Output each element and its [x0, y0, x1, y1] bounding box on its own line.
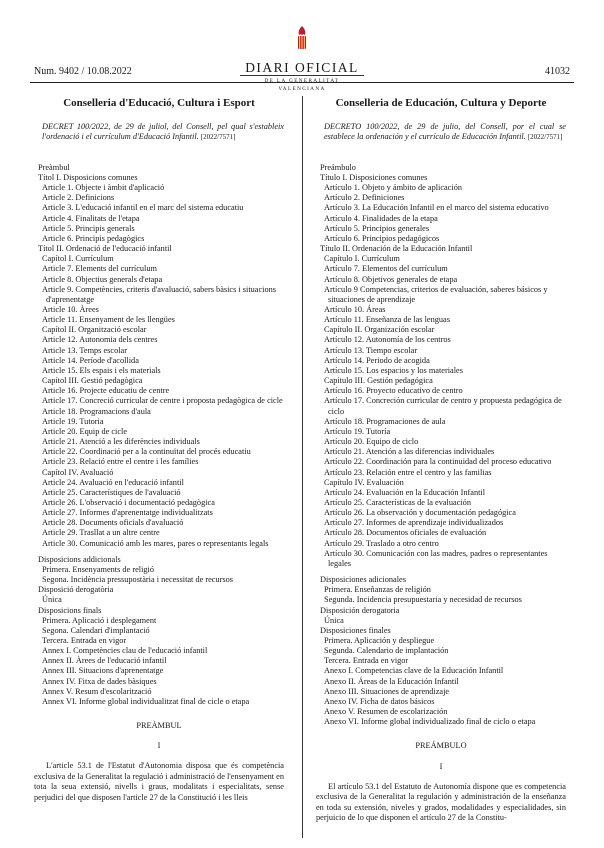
toc-entry: Article 3. L'educació infantil en el marc del sistema educatiu — [42, 203, 244, 213]
toc-entry: Anexo III. Situaciones de aprendizaje — [324, 686, 450, 696]
toc-entry: Artículo 8. Objetivos generales de etapa — [324, 274, 458, 284]
toc-entry: Artículo 16. Proyecto educativo de centro — [324, 386, 463, 396]
page-number: 41032 — [545, 66, 570, 77]
toc-entry: Article 18. Programacions d'aula — [42, 406, 151, 416]
toc-entry: Artículo 2. Definiciones — [324, 193, 405, 203]
decree-title — [34, 122, 284, 143]
toc-entry: Artículo 25. Características de la evaluación — [324, 497, 471, 507]
section-number: I — [157, 741, 161, 751]
toc-entry: Título II. Ordenación de la Educación Infantil — [320, 244, 473, 254]
toc-entry: Disposiciones finales — [320, 625, 391, 635]
toc-entry: Article 11. Ensenyament de les llengües — [42, 315, 175, 325]
toc-entry: Artículo 19. Tutoría — [324, 426, 391, 436]
toc-entry: Primera. Enseñanzas de religión — [324, 585, 431, 595]
toc-entry: Disposició derogatòria — [38, 585, 114, 595]
section-title: PREÀMBUL — [136, 721, 182, 731]
toc-entry: Article 7. Elements del currículum — [42, 264, 157, 274]
toc-entry: Article 2. Definicions — [42, 193, 115, 203]
toc-entry: Artículo 29. Traslado a otro centro — [324, 538, 439, 548]
toc-entry: Artículo 18. Programaciones de aula — [324, 416, 446, 426]
toc-entry: Segona. Calendari d'implantació — [42, 625, 150, 635]
logo-title: DIARI OFICIAL — [245, 60, 359, 75]
section-title: PREÁMBULO — [415, 741, 467, 751]
toc-entry: Article 14. Període d'acollida — [42, 355, 139, 365]
department-title: Conselleria d'Educació, Cultura i Esport — [63, 97, 255, 109]
toc-entry: Disposición derogatoria — [320, 605, 400, 615]
table-of-contents-dispositions — [316, 575, 566, 727]
toc-entry: Annex II. Àrees de l'educació infantil — [42, 656, 167, 666]
toc-entry: Segona. Incidència pressupostària i necessitat de recursos — [42, 575, 233, 585]
toc-entry: Capítulo IV. Evaluación — [324, 477, 404, 487]
toc-entry: Article 1. Objecte i àmbit d'aplicació — [42, 183, 165, 193]
toc-entry: Capítol IV. Avaluació — [42, 467, 114, 477]
toc-entry: Título I. Disposiciones comunes — [320, 172, 428, 182]
toc-entry: Article 29. Trasllat a un altre centre — [42, 528, 160, 538]
toc-entry: Capítol I. Currículum — [42, 254, 114, 264]
toc-entry: Article 26. L'observació i documentació pedagògica — [42, 497, 215, 507]
toc-entry: Article 5. Principis generals — [42, 223, 135, 233]
toc-entry: Única — [324, 615, 344, 625]
toc-entry: Artículo 30. Comunicación con las madres, padres o representantes legales — [324, 548, 548, 568]
toc-entry: Article 21. Atenció a les diferències individuals — [42, 437, 200, 447]
toc-entry: Preámbulo — [320, 162, 356, 172]
decree-reference: [2022/7571] — [200, 133, 236, 142]
section-number: I — [439, 761, 443, 771]
table-of-contents — [316, 163, 566, 569]
toc-entry: Primera. Ensenyaments de religió — [42, 564, 154, 574]
toc-entry: Artículo 20. Equipo de ciclo — [324, 437, 419, 447]
toc-entry: Article 25. Característiques de l'avaluació — [42, 487, 181, 497]
toc-entry: Capítulo II. Organización escolar — [324, 325, 435, 335]
toc-entry: Article 12. Autonomia dels centres — [42, 335, 158, 345]
toc-entry: Article 10. Àrees — [42, 305, 99, 314]
toc-entry: Artículo 22. Coordinación para la continuidad del proceso educativo — [324, 457, 552, 467]
toc-entry: Preàmbul — [38, 162, 70, 172]
table-of-contents-dispositions — [34, 555, 284, 707]
logo-subtitle: DE LA GENERALITAT VALENCIANA — [240, 75, 364, 93]
toc-entry: Artículo 13. Tiempo escolar — [324, 345, 418, 355]
toc-entry: Artículo 12. Autonomía de los centros — [324, 335, 451, 345]
body-paragraph: El artículo 53.1 del Estatuto de Autonomía dispone que es competencia exclusiva de la Generalitat la regulación y administración de la enseñanza en toda su extensión, niveles y grados, modalidades y especialidades, sin perjuicio de lo que disponen el artículo 27 de la Constitu- — [316, 781, 566, 822]
toc-entry: Article 27. Informes d'aprenentatge individualitzats — [42, 508, 213, 518]
toc-entry: Artículo 15. Los espacios y los materiales — [324, 365, 463, 375]
toc-entry: Artículo 4. Finalidades de la etapa — [324, 213, 438, 223]
toc-entry: Anexo II. Áreas de la Educación Infantil — [324, 676, 459, 686]
column-divider — [302, 96, 303, 838]
toc-entry: Única — [42, 595, 62, 605]
toc-entry: Capítol III. Gestió pedagògica — [42, 376, 143, 386]
body-paragraph: L'article 53.1 de l'Estatut d'Autonomia disposa que és competència exclusiva de la Generalitat la regulació i administració de l'ensenyament en tota la seua extensió, nivells i graus, modalitats i especialitats, sense perjudici del que disposen l'article 27 de la Constitució i les lleis — [34, 761, 284, 802]
toc-entry: Artículo 23. Relación entre el centro y las familias — [324, 467, 492, 477]
toc-entry: Anexo IV. Ficha de datos básicos — [324, 696, 435, 706]
toc-entry: Disposicions finals — [38, 605, 102, 615]
toc-entry: Article 8. Objectius generals d'etapa — [42, 274, 163, 284]
toc-entry: Capítulo I. Currículum — [324, 254, 400, 264]
toc-entry: Segunda. Calendario de implantación — [324, 646, 449, 656]
toc-entry: Artículo 6. Principios pedagógicos — [324, 233, 440, 243]
toc-entry: Article 20. Equip de cicle — [42, 426, 128, 436]
toc-entry: Artículo 9 Competencias, criterios de evaluación, saberes básicos y situaciones de aprendizaje — [324, 284, 548, 304]
toc-entry: Artículo 10. Áreas — [324, 305, 386, 314]
decree-text: DECRETO 100/2022, de 29 de julio, del Consell, por el cual se establece la ordenación y el currículo de Educación Infantil. — [324, 122, 566, 142]
toc-entry: Annex IV. Fitxa de dades bàsiques — [42, 676, 157, 686]
toc-entry: Capítulo III. Gestión pedagógica — [324, 376, 433, 386]
toc-entry: Artículo 14. Periodo de acogida — [324, 355, 430, 365]
toc-entry: Annex V. Resum d'escolarització — [42, 686, 152, 696]
toc-entry: Artículo 26. La observación y documentación pedagógica — [324, 508, 516, 518]
toc-entry: Artículo 24. Evaluación en la Educación Infantil — [324, 487, 486, 497]
toc-entry: Artículo 11. Enseñanza de las lenguas — [324, 315, 450, 325]
coat-of-arms-icon — [295, 26, 309, 50]
toc-entry: Capítol II. Organització escolar — [42, 325, 147, 335]
toc-entry: Article 22. Coordinació per a la continuïtat del procés educatiu — [42, 447, 251, 457]
toc-entry: Article 15. Els espais i els materials — [42, 365, 161, 375]
toc-entry: Anexo I. Competencias clave de la Educación Infantil — [324, 666, 504, 676]
toc-entry: Artículo 27. Informes de aprendizaje individualizados — [324, 518, 504, 528]
toc-entry: Article 30. Comunicació amb les mares, pares o representants legals — [42, 538, 269, 548]
decree-title — [316, 122, 566, 143]
toc-entry: Article 9. Competències, criteris d'avaluació, sabers bàsics i situacions d'aprenentatge — [42, 284, 276, 304]
toc-entry: Disposicions addicionals — [38, 554, 121, 564]
toc-entry: Article 17. Concreció curricular de centre i proposta pedagògica de cicle — [42, 396, 283, 406]
page-header — [0, 0, 604, 90]
catalan-column — [34, 96, 284, 803]
toc-entry: Artículo 17. Concreción curricular de centro y propuesta pedagógica de ciclo — [324, 396, 562, 416]
toc-entry: Artículo 7. Elementos del currículum — [324, 264, 448, 274]
decree-text: DECRET 100/2022, de 29 de juliol, del Consell, pel qual s'estableix l'ordenació i el currículum d'Educació Infantil. — [42, 122, 284, 142]
toc-entry: Article 13. Temps escolar — [42, 345, 127, 355]
toc-entry: Article 24. Avaluació en l'educació infantil — [42, 477, 184, 487]
decree-reference: [2022/7571] — [527, 133, 563, 142]
toc-entry: Annex I. Competències clau de l'educació infantil — [42, 646, 208, 656]
toc-entry: Article 6. Principis pedagògics — [42, 233, 145, 243]
toc-entry: Primera. Aplicación y despliegue — [324, 636, 435, 645]
toc-entry: Anexo VI. Informe global individualizado final de ciclo o etapa — [324, 717, 536, 727]
department-title: Conselleria de Educación, Cultura y Deporte — [335, 97, 547, 109]
table-of-contents — [34, 163, 284, 549]
toc-entry: Artículo 3. La Educación Infantil en el marco del sistema educativo — [324, 203, 549, 213]
toc-entry: Article 23. Relació entre el centre i les famílies — [42, 457, 199, 467]
toc-entry: Anexo V. Resumen de escolarización — [324, 707, 448, 717]
toc-entry: Tercera. Entrada en vigor — [42, 636, 127, 645]
toc-entry: Article 28. Documents oficials d'avaluació — [42, 518, 184, 528]
toc-entry: Article 19. Tutoria — [42, 416, 104, 426]
toc-entry: Disposiciones adicionales — [320, 575, 406, 585]
toc-entry: Tercera. Entrada en vigor — [324, 656, 409, 666]
toc-entry: Títol I. Disposicions comunes — [38, 172, 138, 182]
toc-entry: Artículo 21. Atención a las diferencias individuales — [324, 447, 495, 457]
toc-entry: Primera. Aplicació i desplegament — [42, 615, 157, 625]
toc-entry: Annex VI. Informe global individualitzat final de cicle o etapa — [42, 696, 250, 706]
toc-entry: Article 16. Projecte educatiu de centre — [42, 386, 170, 396]
toc-entry: Article 4. Finalitats de l'etapa — [42, 213, 140, 223]
toc-entry: Segunda. Incidencia presupuestaria y necesidad de recursos — [324, 595, 522, 605]
header-rule — [30, 82, 574, 83]
spanish-column — [316, 96, 566, 823]
issue-number: Num. 9402 / 10.08.2022 — [34, 66, 132, 77]
toc-entry: Títol II. Ordenació de l'educació infantil — [38, 244, 172, 254]
toc-entry: Artículo 28. Documentos oficiales de evaluación — [324, 528, 487, 538]
toc-entry: Artículo 5. Principios generales — [324, 223, 430, 233]
toc-entry: Artículo 1. Objeto y ámbito de aplicación — [324, 183, 463, 193]
toc-entry: Annex III. Situacions d'aprenentatge — [42, 666, 164, 676]
